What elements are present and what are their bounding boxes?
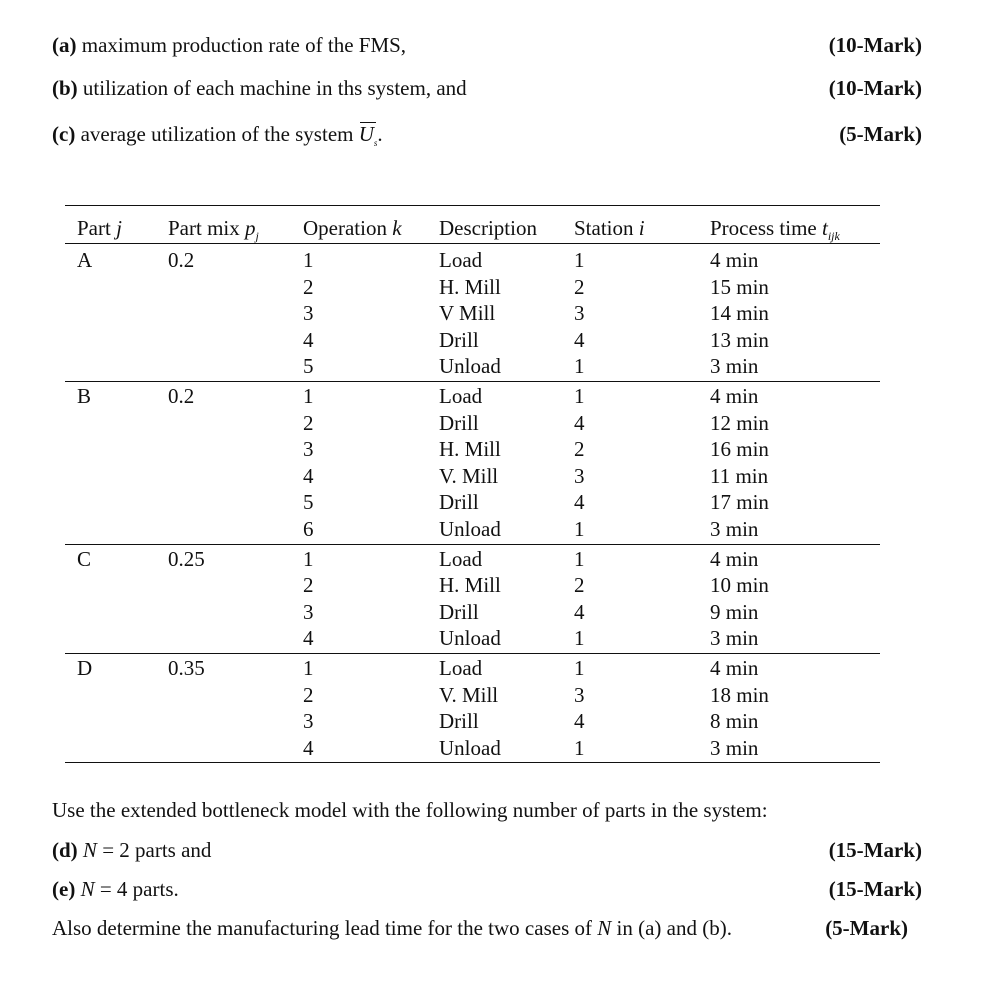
station-cell: 1 bbox=[574, 656, 585, 680]
description-cell: V. Mill bbox=[439, 463, 499, 488]
operation-cell: 3 bbox=[303, 301, 314, 326]
question-c-text: average utilization of the system bbox=[80, 122, 354, 146]
operation-cell: 4 bbox=[303, 626, 314, 651]
part-mix-cell: 0.2 bbox=[168, 248, 195, 272]
process-time-cell: 3 min bbox=[710, 354, 759, 379]
process-time-cell: 15 min bbox=[710, 274, 769, 299]
operation-cell: 3 bbox=[303, 437, 314, 462]
extended-intro: Use the extended bottleneck model with the following number of parts in the system: bbox=[52, 798, 768, 822]
part-cell: A bbox=[77, 248, 93, 272]
station-cell: 1 bbox=[574, 384, 585, 408]
station-cell: 4 bbox=[574, 410, 585, 435]
process-time-cell: 17 min bbox=[710, 490, 769, 515]
station-cell: 4 bbox=[574, 327, 585, 352]
process-time-cell: 18 min bbox=[710, 682, 769, 707]
header-description: Description bbox=[439, 216, 537, 240]
process-time-cell: 13 min bbox=[710, 327, 769, 352]
operation-cell: 3 bbox=[303, 599, 314, 624]
process-time-cell: 14 min bbox=[710, 301, 769, 326]
description-cell: Unload bbox=[439, 517, 501, 541]
description-cell: Load bbox=[439, 656, 483, 680]
station-cell: 3 bbox=[574, 682, 585, 707]
operation-cell: 3 bbox=[303, 709, 314, 734]
question-e-label: (e) bbox=[52, 877, 76, 901]
station-cell: 1 bbox=[574, 546, 585, 571]
description-cell: Drill bbox=[439, 490, 479, 515]
process-time-cell: 4 min bbox=[710, 546, 759, 571]
operation-cell: 2 bbox=[303, 274, 314, 299]
process-time-cell: 11 min bbox=[710, 463, 769, 488]
process-time-cell: 3 min bbox=[710, 517, 759, 541]
station-cell: 4 bbox=[574, 599, 585, 624]
question-c-end: . bbox=[377, 122, 383, 146]
operation-cell: 2 bbox=[303, 682, 314, 707]
station-cell: 1 bbox=[574, 248, 585, 272]
operation-cell: 4 bbox=[303, 463, 314, 488]
operation-cell: 1 bbox=[303, 384, 314, 408]
description-cell: Drill bbox=[439, 599, 479, 624]
process-time-cell: 3 min bbox=[710, 626, 759, 651]
operation-cell: 2 bbox=[303, 410, 314, 435]
question-e bbox=[52, 876, 922, 902]
description-cell: Unload bbox=[439, 354, 501, 379]
question-a-mark: (10-Mark) bbox=[828, 33, 922, 57]
lead-time-mark: (5-Mark) bbox=[825, 916, 908, 940]
question-a-label: (a) bbox=[52, 33, 77, 57]
question-b bbox=[52, 75, 922, 101]
description-cell: H. Mill bbox=[439, 573, 501, 598]
header-part-mix: Part mix $p_j$ bbox=[168, 216, 259, 244]
description-cell: Drill bbox=[439, 327, 479, 352]
utilization-symbol: $U_s$ bbox=[359, 121, 378, 156]
process-time-cell: 8 min bbox=[710, 709, 759, 734]
description-cell: Load bbox=[439, 248, 483, 272]
description-cell: Load bbox=[439, 546, 483, 571]
question-b-mark: (10-Mark) bbox=[828, 76, 922, 100]
question-e-mark: (15-Mark) bbox=[828, 877, 922, 901]
group-rule bbox=[65, 653, 880, 654]
question-b-label: (b) bbox=[52, 76, 78, 100]
lead-time-question bbox=[52, 915, 922, 941]
description-cell: H. Mill bbox=[439, 437, 501, 462]
process-time-cell: 4 min bbox=[710, 384, 759, 408]
question-d-text: = 2 parts and bbox=[96, 838, 212, 862]
table-top-rule bbox=[65, 205, 880, 206]
header-part: Part j bbox=[77, 216, 122, 240]
group-rule bbox=[65, 381, 880, 382]
operation-cell: 1 bbox=[303, 248, 314, 272]
question-c-mark: (5-Mark) bbox=[839, 122, 922, 146]
group-rule bbox=[65, 544, 880, 545]
group-rule bbox=[65, 762, 880, 763]
process-time-cell: 16 min bbox=[710, 437, 769, 462]
question-a-text: maximum production rate of the FMS, bbox=[81, 33, 407, 57]
question-c bbox=[52, 121, 922, 156]
question-c-label: (c) bbox=[52, 122, 76, 146]
operation-cell: 1 bbox=[303, 546, 314, 571]
station-cell: 4 bbox=[574, 709, 585, 734]
station-cell: 3 bbox=[574, 301, 585, 326]
description-cell: H. Mill bbox=[439, 274, 501, 299]
question-d bbox=[52, 837, 922, 863]
lead-time-text-pre: Also determine the manufacturing lead time for the two cases of bbox=[52, 916, 598, 940]
lead-time-text-post: in (a) and (b). bbox=[611, 916, 732, 940]
description-cell: Load bbox=[439, 384, 483, 408]
process-time-cell: 9 min bbox=[710, 599, 759, 624]
question-d-var: N bbox=[82, 838, 97, 862]
process-time-cell: 3 min bbox=[710, 735, 759, 760]
station-cell: 2 bbox=[574, 274, 585, 299]
part-cell: B bbox=[77, 384, 92, 408]
station-cell: 1 bbox=[574, 354, 585, 379]
part-cell: D bbox=[77, 656, 93, 680]
part-mix-cell: 0.2 bbox=[168, 384, 195, 408]
operation-cell: 5 bbox=[303, 490, 314, 515]
part-mix-cell: 0.25 bbox=[168, 546, 205, 571]
header-process-time: Process time $t_{ijk}$ bbox=[710, 216, 840, 244]
operation-cell: 4 bbox=[303, 735, 314, 760]
station-cell: 4 bbox=[574, 490, 585, 515]
station-cell: 1 bbox=[574, 735, 585, 760]
question-d-label: (d) bbox=[52, 838, 78, 862]
question-e-text: = 4 parts. bbox=[94, 877, 179, 901]
station-cell: 1 bbox=[574, 517, 585, 541]
description-cell: V Mill bbox=[439, 301, 496, 326]
process-time-cell: 4 min bbox=[710, 248, 759, 272]
header-rule bbox=[65, 243, 880, 244]
header-station: Station i bbox=[574, 216, 645, 240]
description-cell: V. Mill bbox=[439, 682, 499, 707]
header-operation: Operation k bbox=[303, 216, 402, 240]
operation-cell: 1 bbox=[303, 656, 314, 680]
operation-cell: 6 bbox=[303, 517, 314, 541]
operation-cell: 5 bbox=[303, 354, 314, 379]
question-a bbox=[52, 32, 922, 58]
station-cell: 3 bbox=[574, 463, 585, 488]
station-cell: 2 bbox=[574, 437, 585, 462]
part-mix-cell: 0.35 bbox=[168, 656, 205, 680]
description-cell: Drill bbox=[439, 709, 479, 734]
question-e-var: N bbox=[80, 877, 95, 901]
question-b-text: utilization of each machine in ths system, and bbox=[82, 76, 467, 100]
station-cell: 1 bbox=[574, 626, 585, 651]
station-cell: 2 bbox=[574, 573, 585, 598]
operation-cell: 2 bbox=[303, 573, 314, 598]
process-time-cell: 12 min bbox=[710, 410, 769, 435]
description-cell: Unload bbox=[439, 735, 501, 760]
description-cell: Unload bbox=[439, 626, 501, 651]
description-cell: Drill bbox=[439, 410, 479, 435]
operation-cell: 4 bbox=[303, 327, 314, 352]
lead-time-var: N bbox=[597, 916, 612, 940]
question-d-mark: (15-Mark) bbox=[828, 838, 922, 862]
part-cell: C bbox=[77, 546, 92, 571]
process-time-cell: 10 min bbox=[710, 573, 769, 598]
process-time-cell: 4 min bbox=[710, 656, 759, 680]
